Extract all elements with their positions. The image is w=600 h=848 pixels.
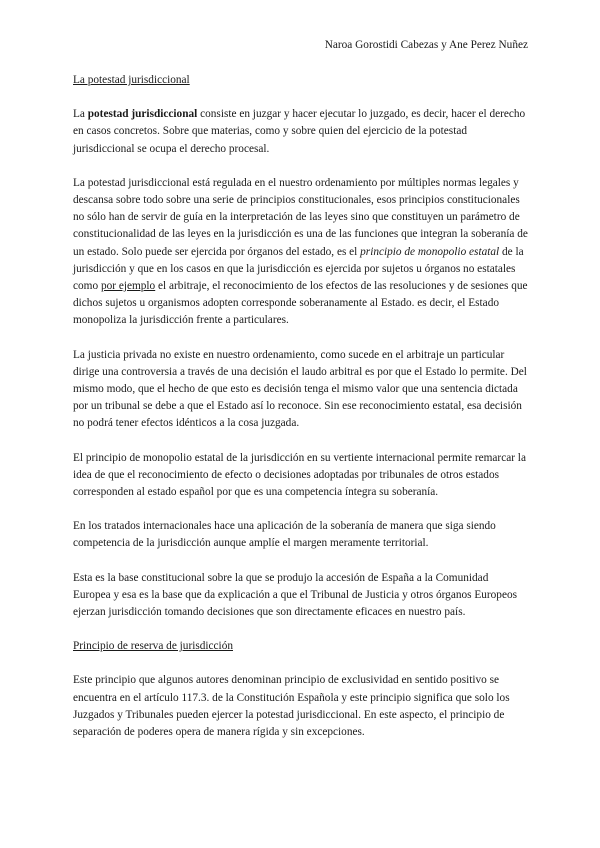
paragraph-lead: La (73, 108, 88, 121)
paragraph-private-justice: La justicia privada no existe en nuestro ordenamiento, como sucede en el arbitraje un particular dirige una controversia a través de una decisión el laudo arbitral es por que el Estado lo permite. Del mismo modo, que el hecho de que esto es decisión tenga el mismo valor que una sentencia dictada por un tribunal se debe a que el Estado así lo reconoce. Sin ese reconocimiento estatal, esa decisión no podrá tener efectos idénticos a la cosa juzgada. (73, 348, 527, 430)
paragraph-constitutional-base: Esta es la base constitucional sobre la que se produjo la accesión de España a la Comunidad Europea y esa es la base que da explicación a que el Tribunal de Justicia y otros órganos Europeos ejerzan jurisdicción tomando decisiones que son directamente eficaces en nuestro país. (73, 571, 518, 619)
document-body (73, 72, 528, 758)
paragraph-treaties: En los tratados internacionales hace una aplicación de la soberanía de manera que siga siendo competencia de la jurisdicción aunque amplíe el margen meramente territorial. (73, 520, 496, 550)
bold-term: potestad jurisdiccional (87, 108, 198, 121)
section-heading-reserva: Principio de reserva de jurisdicción (73, 640, 233, 653)
section-heading-potestad: La potestad jurisdiccional (73, 74, 190, 86)
italic-term: principio de monopolio estatal (360, 245, 500, 258)
paragraph-definition (73, 106, 528, 158)
underlined-phrase: por ejemplo (100, 280, 156, 293)
author-header: Naroa Gorostidi Cabezas y Ane Perez Nuñez (324, 39, 528, 51)
paragraph-text: de la jurisdicción y que en los casos en que la jurisdicción es ejercida por sujetos u órganos no estatales como (73, 245, 524, 293)
paragraph-text: La potestad jurisdiccional está regulada en el nuestro ordenamiento por múltiples normas legales y descansa sobre todo sobre una serie de principios constitucionales, esos principios constitucionales no sólo han de servir de guía en la interpretación de las leyes sino que constituyen un parámetro de constitucionalidad de las leyes en la jurisdicción es una de las funciones que integran la soberanía de un estado. Solo puede ser ejercida por órganos del estado, es el (73, 176, 528, 258)
paragraph-international: El principio de monopolio estatal de la jurisdicción en su vertiente internacional permite remarcar la idea de que el reconocimiento de efecto o decisiones adoptadas por tribunales de otros estados corresponden al estado español por que es una competencia íntegra su soberanía. (73, 451, 526, 499)
paragraph-text: consiste en juzgar y hacer ejecutar lo juzgado, es decir, hacer el derecho en casos concretos. Sobre que materias, como y sobre quien del ejercicio de la potestad jurisdiccional se ocupa el derecho procesal. (73, 108, 526, 155)
paragraph-text: el arbitraje, el reconocimiento de los efectos de las resoluciones y de sesiones que dichos sujetos u organismos adopten corresponde soberanamente al Estado. es decir, el Estado monopoliza la jurisdicción frente a particulares. (73, 280, 528, 327)
paragraph-reserva: Este principio que algunos autores denominan principio de exclusividad en sentido positivo se encuentra en el artículo 117.3. de la Constitución Española y este principio significa que solo los Juzgados y Tribunales pueden ejercer la potestad jurisdiccional. En este aspecto, el principio de separación de poderes opera de manera rígida y sin excepciones. (73, 674, 510, 739)
paragraph-regulation (73, 175, 528, 330)
